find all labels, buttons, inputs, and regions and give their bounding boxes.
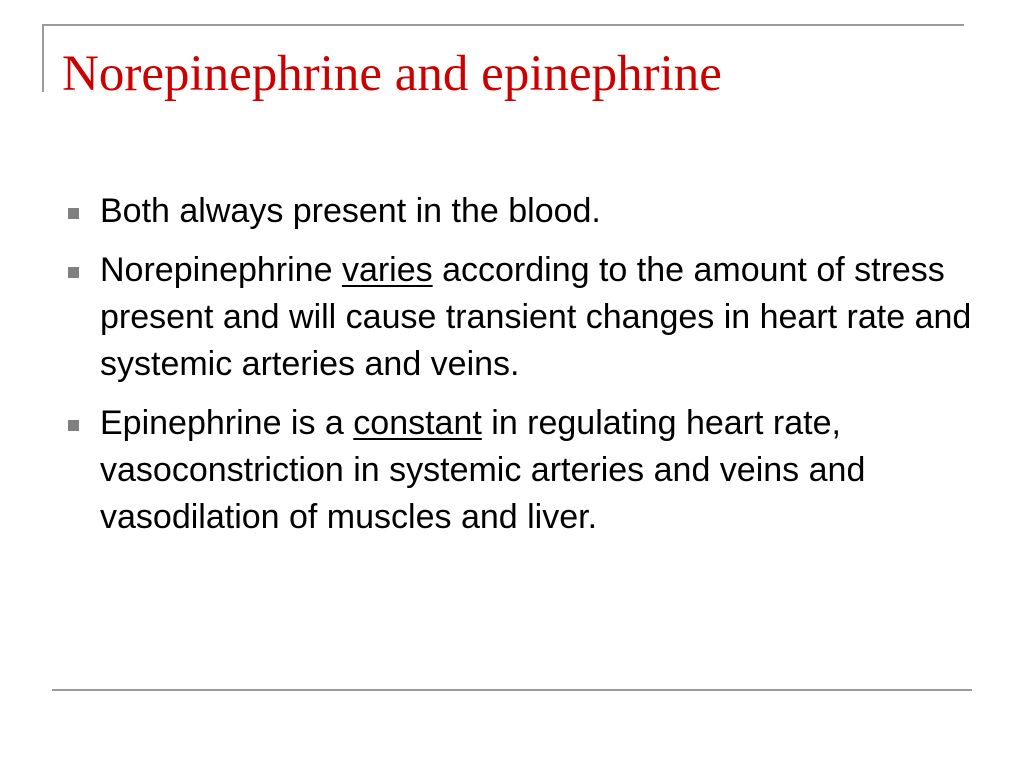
- title-frame-horizontal-line: [42, 24, 964, 26]
- bullet-list: [62, 188, 972, 553]
- bullet-text-2-before: Norepinephrine: [100, 251, 342, 289]
- bullet-text-2: [100, 251, 971, 383]
- bullet-item-3: [62, 400, 972, 541]
- bullet-text-1: [100, 192, 601, 230]
- title-frame-vertical-line: [42, 24, 44, 92]
- bullet-text-2-after: according to the amount of stress present and will cause transient changes in heart rate and systemic arteries and veins.: [100, 251, 972, 383]
- square-bullet-icon: [68, 267, 79, 278]
- bullet-text-3: [100, 404, 865, 536]
- bottom-divider-line: [52, 689, 972, 691]
- square-bullet-icon: [68, 208, 79, 219]
- bullet-text-1-before: Both always present in the blood.: [100, 192, 601, 230]
- slide-title: Norepinephrine and epinephrine: [62, 46, 722, 102]
- bullet-item-2: [62, 247, 972, 388]
- bullet-text-3-emphasis: constant: [353, 404, 482, 442]
- bullet-item-1: [62, 188, 972, 235]
- square-bullet-icon: [68, 420, 79, 431]
- bullet-text-3-before: Epinephrine is a: [100, 404, 354, 442]
- bullet-text-2-emphasis: varies: [341, 251, 433, 289]
- bullet-text-3-after: in regulating heart rate, vasoconstriction in systemic arteries and veins and vasodilation of muscles and liver.: [100, 404, 866, 536]
